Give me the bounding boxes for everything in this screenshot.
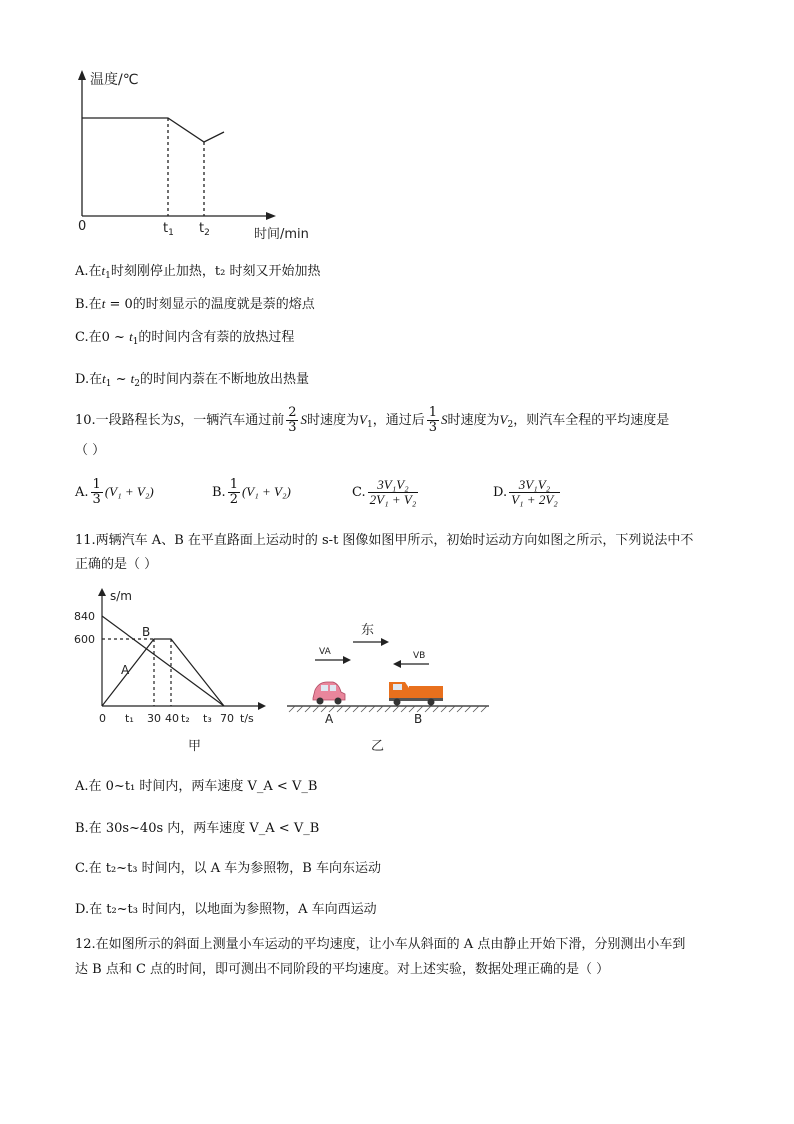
car-a-icon bbox=[313, 682, 345, 705]
q11-option-a: A.在 0~t₁ 时间内，两车速度 V_A < V_B bbox=[75, 779, 318, 794]
q11-stem-line1: 11.两辆汽车 A、B 在平直路面上运动时的 s-t 图像如图甲所示，初始时运动方向如图之所示，下列说法中不 bbox=[75, 533, 694, 548]
jia-label-a: A bbox=[121, 663, 130, 677]
x-axis-arrow-icon bbox=[266, 212, 276, 220]
jia-y600-label: 600 bbox=[74, 633, 95, 646]
y-axis-label: 温度/℃ bbox=[90, 72, 139, 88]
east-arrow-icon bbox=[353, 638, 389, 646]
q11-option-b: B.在 30s~40s 内，两车速度 V_A < V_B bbox=[75, 821, 320, 836]
yi-label-a: A bbox=[325, 712, 334, 726]
yi-label-b: B bbox=[414, 712, 423, 726]
jia-x-tick-30: 30 bbox=[147, 712, 161, 725]
origin-label: 0 bbox=[78, 219, 87, 234]
t1-label: $t_1$ bbox=[163, 221, 174, 238]
jia-x-tick-unit: t/s bbox=[240, 712, 254, 725]
jia-caption: 甲 bbox=[188, 739, 202, 754]
q10-paren: （ ） bbox=[75, 443, 106, 458]
q12-stem-line1: 12.在如图所示的斜面上测量小车运动的平均速度，让小车从斜面的 A 点由静止开始下滑，分别测出小车到 bbox=[75, 937, 686, 952]
yi-caption: 乙 bbox=[371, 739, 385, 754]
jia-x-tick-70: 70 bbox=[220, 712, 234, 725]
cars-diagram-yi bbox=[285, 612, 495, 754]
vb-label: VB bbox=[413, 651, 426, 661]
y-axis-arrow-icon bbox=[78, 70, 86, 80]
q10-option-d: D. $\frac{\text{3V₁V₂}}{\text{V₁ + 2V₂}}$ bbox=[493, 477, 558, 507]
q9-option-d: D.在$t_1$ ~ $t_2$的时间内萘在不断地放出热量 bbox=[75, 371, 309, 389]
t2-label: $t_2$ bbox=[199, 221, 210, 238]
jia-x-tick-t3: t₃ bbox=[203, 712, 212, 725]
temperature-time-graph bbox=[70, 66, 330, 246]
q10-option-a: A. $\frac{1}{3}$ (V₁ + V₂) bbox=[75, 477, 154, 507]
jia-y-arrow-icon bbox=[98, 588, 106, 596]
q10-option-b: B. $\frac{1}{2}$ (V₁ + V₂) bbox=[212, 477, 291, 507]
line-a-first bbox=[102, 616, 224, 706]
vb-arrow-icon bbox=[393, 660, 429, 668]
va-arrow-icon bbox=[315, 656, 351, 664]
st-graph-jia bbox=[70, 584, 270, 756]
x-axis-label: 时间/min bbox=[254, 227, 309, 242]
jia-y840-label: 840 bbox=[74, 610, 95, 623]
q10-stem: 10.一段路程长为S，一辆汽车通过前 $\frac{2}{3}$ S时速度为$V_1$，通过后 $\frac{1}{3}$ S时速度为$V_2$，则汽车全程的平均速度是 bbox=[75, 405, 670, 435]
east-label: 东 bbox=[361, 623, 375, 638]
q9-option-a: A.在$t_1$时刻刚停止加热，t₂ 时刻又开始加热 bbox=[75, 263, 321, 281]
jia-y-label: s/m bbox=[110, 589, 132, 603]
jia-x-tick-t2: t₂ bbox=[181, 712, 190, 725]
q11-option-c: C.在 t₂~t₃ 时间内，以 A 车为参照物，B 车向东运动 bbox=[75, 861, 381, 876]
q11-stem-line2: 正确的是（ ） bbox=[75, 557, 158, 572]
jia-x-tick-t1: t₁ bbox=[125, 712, 134, 725]
va-label: VA bbox=[319, 647, 331, 657]
jia-x-tick-40: 40 bbox=[165, 712, 179, 725]
q12-stem-line2: 达 B 点和 C 点的时间，即可测出不同阶段的平均速度。对上述实验，数据处理正确的是（ ） bbox=[75, 962, 610, 977]
q11-option-d: D.在 t₂~t₃ 时间内，以地面为参照物，A 车向西运动 bbox=[75, 902, 377, 917]
jia-x-tick-0: 0 bbox=[99, 712, 106, 725]
q9-option-b: B.在t = 0的时刻显示的温度就是萘的熔点 bbox=[75, 296, 315, 312]
q9-option-c: C.在0 ~ $t_1$的时间内含有萘的放热过程 bbox=[75, 329, 295, 347]
jia-x-arrow-icon bbox=[258, 702, 266, 710]
jia-label-b: B bbox=[142, 625, 151, 639]
road-hatching bbox=[289, 706, 487, 712]
truck-b-icon bbox=[389, 682, 443, 706]
q10-option-c: C. $\frac{\text{3V₁V₂}}{\text{2V₁ + V₂}}$ bbox=[352, 477, 417, 507]
temperature-curve bbox=[82, 118, 224, 142]
